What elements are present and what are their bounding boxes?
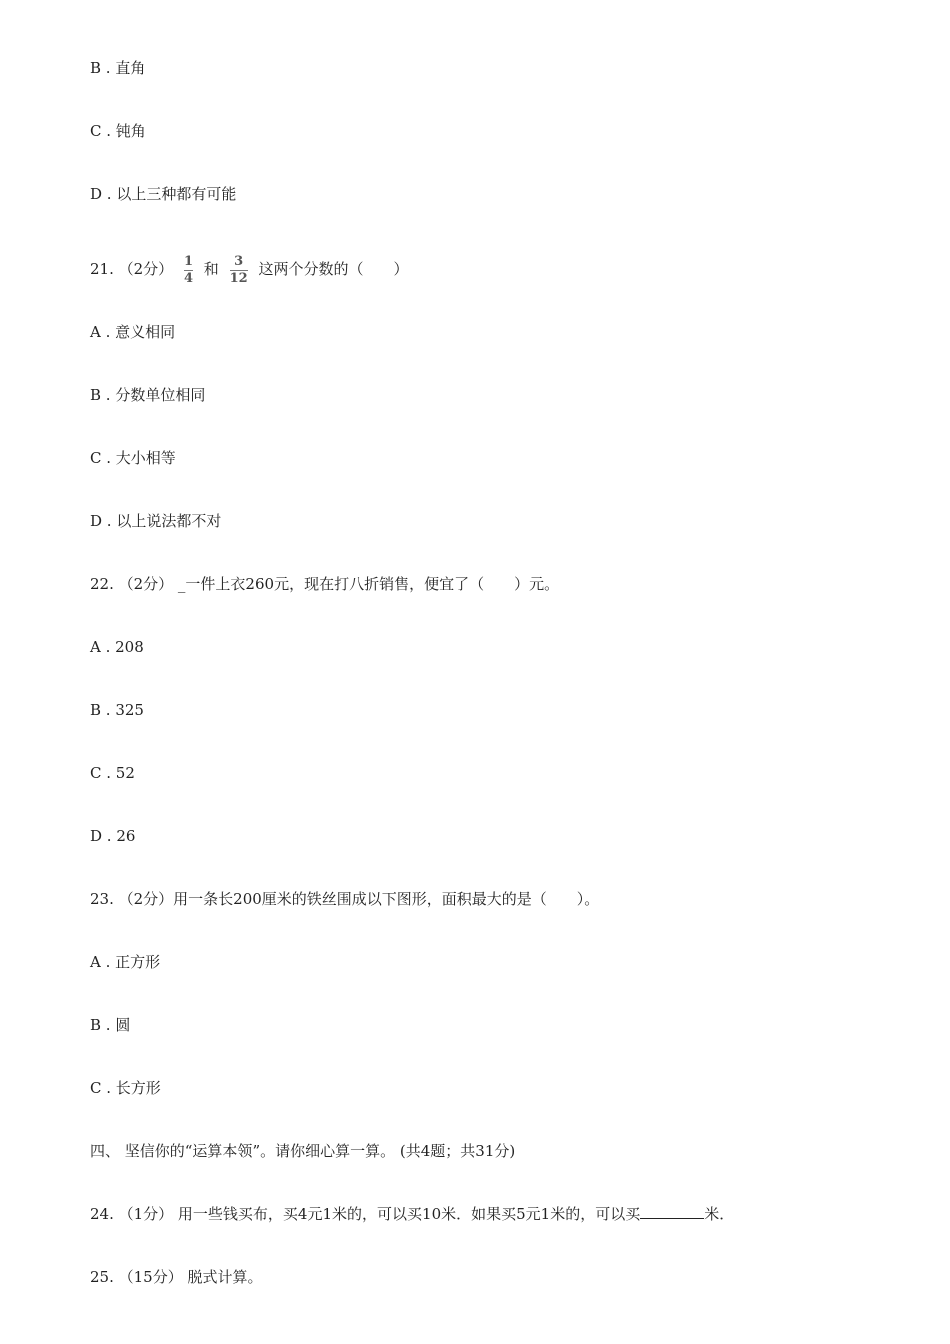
fraction-three-twelfths — [230, 255, 248, 286]
fraction-numerator: 1 — [183, 253, 193, 269]
option-d-26: D . 26 — [90, 827, 136, 845]
question-24 — [90, 1204, 734, 1224]
question-21 — [90, 254, 408, 286]
question-21-suffix: 这两个分数的（ ） — [258, 260, 409, 278]
option-c-obtuse-angle: C . 钝角 — [90, 122, 146, 140]
option-b-right-angle: B . 直角 — [90, 59, 146, 77]
option-b-same-unit: B . 分数单位相同 — [90, 386, 206, 404]
fraction-denominator: 4 — [183, 270, 193, 286]
question-22: 22. （2分） _一件上衣260元，现在打八折销售，便宜了（ ）元。 — [90, 575, 560, 593]
question-24-text: 24. （1分） 用一些钱买布，买4元1米的，可以买10米．如果买5元1米的，可以买 — [90, 1205, 641, 1223]
fraction-one-quarter — [184, 255, 193, 286]
option-d-none-correct: D . 以上说法都不对 — [90, 512, 222, 530]
option-a-square: A . 正方形 — [90, 953, 161, 971]
option-c-rectangle: C . 长方形 — [90, 1079, 161, 1097]
option-a-same-meaning: A . 意义相同 — [90, 323, 176, 341]
option-a-208: A . 208 — [90, 638, 144, 656]
question-25: 25. （15分） 脱式计算。 — [90, 1268, 263, 1286]
fraction-denominator: 12 — [229, 270, 248, 286]
answer-blank[interactable] — [640, 1204, 704, 1219]
question-23: 23. （2分）用一条长200厘米的铁丝围成以下图形，面积最大的是（ ）。 — [90, 890, 600, 908]
option-c-52: C . 52 — [90, 764, 135, 782]
fraction-numerator: 3 — [234, 253, 244, 269]
section-four-heading: 四、 坚信你的“运算本领”。请你细心算一算。 (共4题；共31分) — [90, 1142, 516, 1160]
question-21-and: 和 — [203, 260, 219, 278]
question-21-prefix: 21. （2分） — [90, 260, 174, 278]
option-c-equal-size: C . 大小相等 — [90, 449, 176, 467]
question-24-unit: 米． — [704, 1205, 735, 1223]
option-b-325: B . 325 — [90, 701, 144, 719]
option-b-circle: B . 圆 — [90, 1016, 131, 1034]
option-d-all-possible: D . 以上三种都有可能 — [90, 185, 237, 203]
